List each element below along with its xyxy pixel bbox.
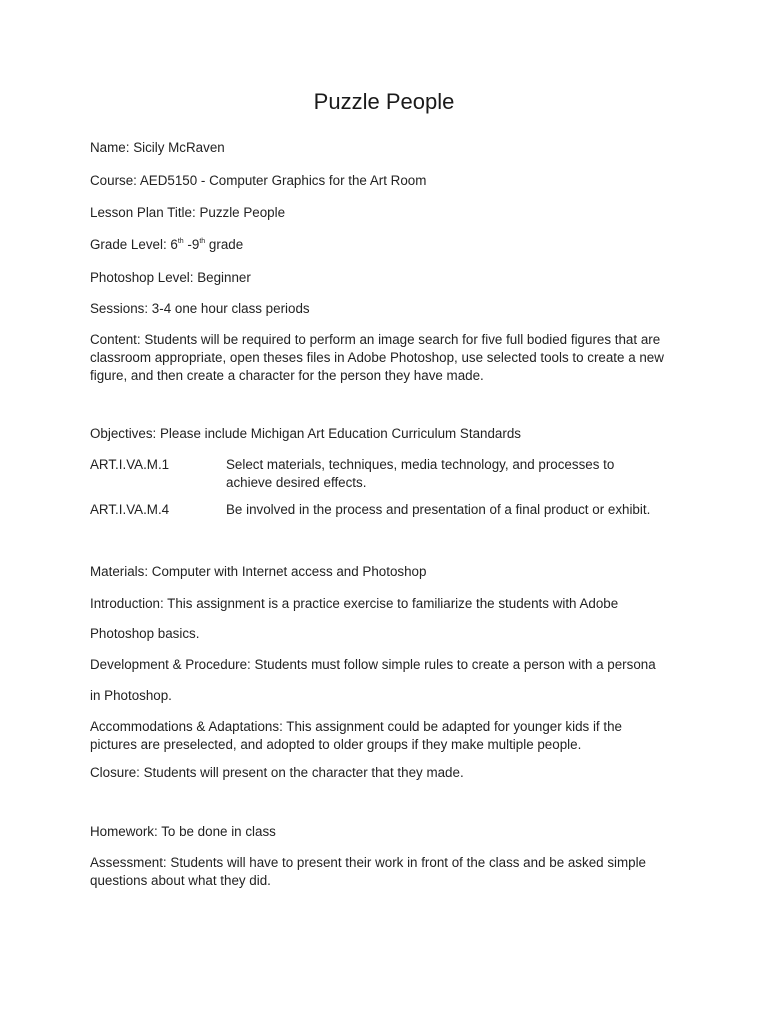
development-line-1: Development & Procedure: Students must follow simple rules to create a person with a persona (90, 657, 656, 672)
standard-description: Select materials, techniques, media technology, and processes to achieve desired effects. (226, 457, 615, 490)
lesson-value: Puzzle People (199, 205, 286, 220)
standard-description: Be involved in the process and presentation of a final product or exhibit. (226, 502, 651, 517)
homework-value: To be done in class (161, 824, 276, 839)
materials-line (90, 563, 690, 581)
photoshop-value: Beginner (197, 270, 251, 285)
course-line (90, 172, 690, 190)
content-label: Content: (90, 332, 141, 347)
grade-tail: grade (205, 237, 244, 252)
objectives-line (90, 425, 690, 443)
homework-line (90, 823, 690, 841)
name-value: Sicily McRaven (133, 140, 225, 155)
grade-mid: -9 (183, 237, 200, 252)
accommodations-value: This assignment could be adapted for younger kids if the pictures are preselected, and adopted to older groups if they make multiple people. (90, 719, 622, 752)
photoshop-label: Photoshop Level: (90, 270, 194, 285)
grade-end-sup: th (199, 237, 206, 245)
closure-value: Students will present on the character that they made. (143, 765, 464, 780)
materials-value: Computer with Internet access and Photoshop (151, 564, 427, 579)
standard-code: ART.I.VA.M.4 (90, 502, 170, 517)
content-value: Students will be required to perform an image search for five full bodied figures that are classroom appropriate, open theses files in Adobe Photoshop, use selected tools to create a new figure, and then create a character for the person they have made. (90, 332, 664, 383)
introduction-line-2: Photoshop basics. (90, 626, 200, 641)
name-line (90, 139, 690, 157)
sessions-line (90, 300, 690, 318)
closure-label: Closure: (90, 765, 140, 780)
objectives-label: Objectives: (90, 426, 157, 441)
accommodations-paragraph (90, 718, 660, 754)
name-label: Name: (90, 140, 130, 155)
grade-level-line (90, 236, 690, 254)
grade-start-sup: th (177, 237, 184, 245)
closure-line (90, 764, 690, 782)
materials-label: Materials: (90, 564, 149, 579)
page-title: Puzzle People (313, 89, 455, 114)
development-line-2: in Photoshop. (90, 688, 172, 703)
content-paragraph (90, 331, 682, 385)
sessions-label: Sessions: (90, 301, 149, 316)
introduction-line-1: Introduction: This assignment is a practice exercise to familiarize the students with Adobe (90, 596, 619, 611)
course-value: AED5150 - Computer Graphics for the Art Room (139, 173, 427, 188)
assessment-value: Students will have to present their work in front of the class and be asked simple questions about what they did. (90, 855, 647, 888)
sessions-value: 3-4 one hour class periods (151, 301, 310, 316)
course-label: Course: (90, 173, 137, 188)
lesson-label: Lesson Plan Title: (90, 205, 196, 220)
assessment-label: Assessment: (90, 855, 167, 870)
assessment-paragraph (90, 854, 670, 890)
photoshop-level-line (90, 269, 690, 287)
homework-label: Homework: (90, 824, 158, 839)
accommodations-label: Accommodations & Adaptations: (90, 719, 283, 734)
grade-label: Grade Level: (90, 237, 167, 252)
standard-code: ART.I.VA.M.1 (90, 457, 170, 472)
lesson-title-line (90, 204, 690, 222)
objectives-value: Please include Michigan Art Education Curriculum Standards (159, 426, 521, 441)
grade-start: 6 (170, 237, 178, 252)
